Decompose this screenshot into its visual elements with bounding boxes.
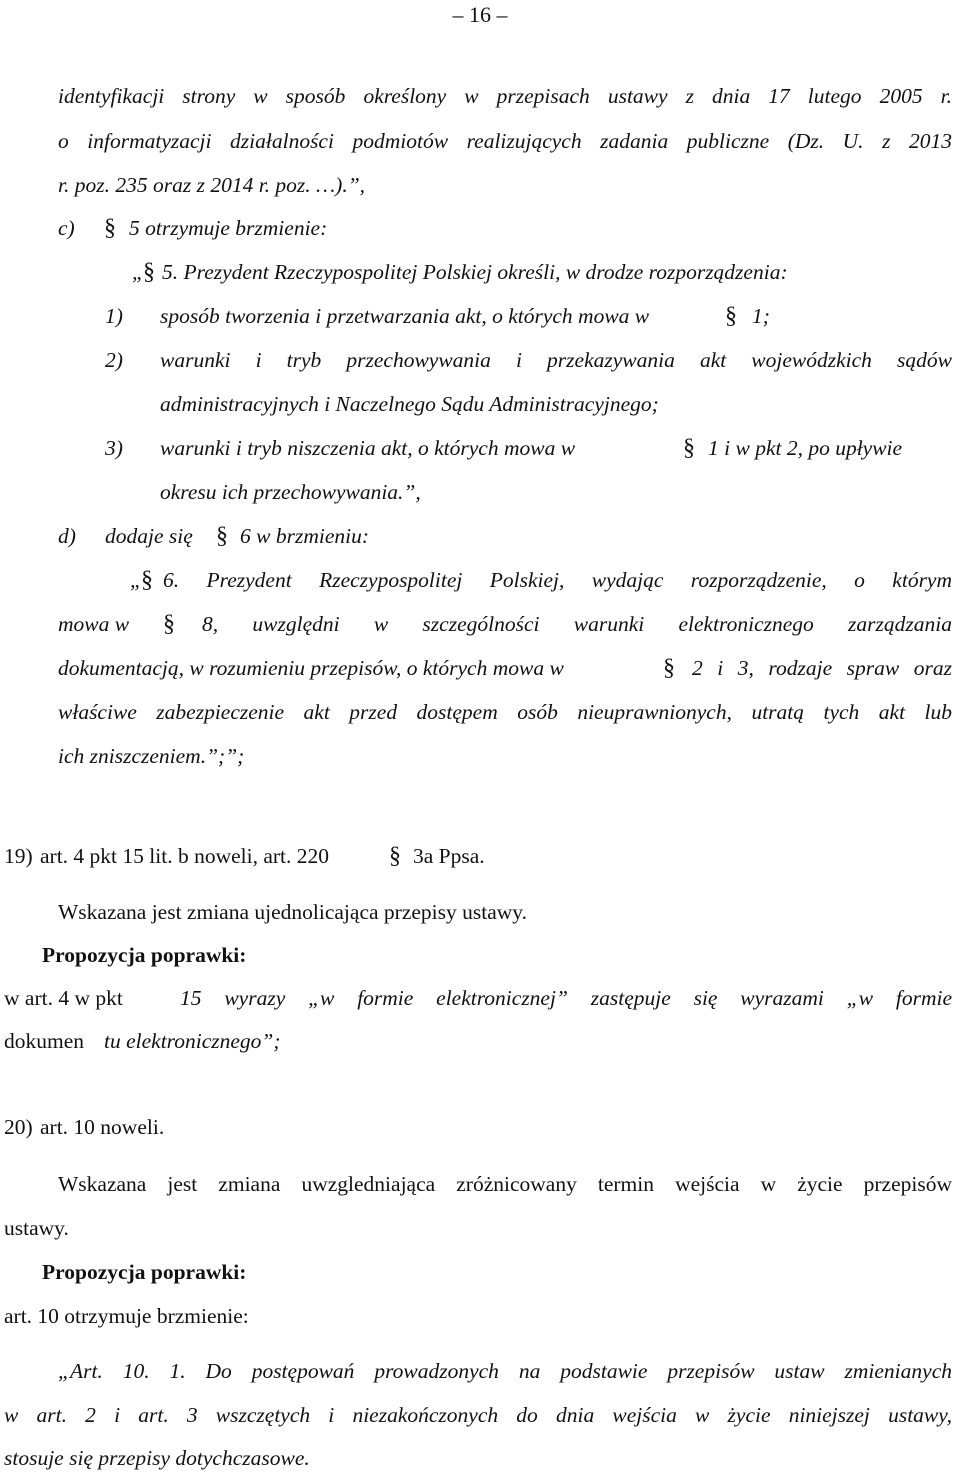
section-sign-icon: § [143, 259, 155, 285]
proposal-heading: Propozycja poprawki: [42, 1260, 247, 1284]
text-line: okresu ich przechowywania.”, [160, 480, 421, 504]
text-line: Wskazana jest zmiana ujednolicająca przepisy ustawy. [58, 900, 528, 924]
text-line: Wskazana jest zmiana uwzgledniająca zróżnicowany termin wejścia w życie przepisów [58, 1172, 952, 1196]
text-line: dokumen [4, 1029, 85, 1053]
section-sign-icon: § [104, 215, 116, 241]
text-line: w art. 4 w pkt [4, 986, 123, 1010]
text-line: w art. 2 i art. 3 wszczętych i niezakończonych do dnia wejścia w życie niniejszej ustawy, [4, 1403, 952, 1427]
text-line: art. 4 pkt 15 lit. b noweli, art. 220 [40, 844, 330, 868]
text-line: dodaje się [105, 524, 193, 548]
text-line: „Art. 10. 1. Do postępowań prowadzonych na podstawie przepisów ustaw zmienianych [58, 1359, 952, 1383]
text-line: art. 10 otrzymuje brzmienie: [4, 1304, 249, 1328]
text-line: r. poz. 235 oraz z 2014 r. poz. …).”, [58, 173, 366, 197]
list-marker: d) [58, 524, 76, 548]
list-marker: 2) [105, 348, 123, 372]
item-number: 20) [4, 1115, 33, 1139]
text-line: tu elektronicznego”; [104, 1029, 281, 1053]
text-line: mowa w [58, 612, 130, 636]
section-sign-icon: § [389, 843, 401, 869]
text-line: warunki i tryb niszczenia akt, o których mowa w [160, 436, 576, 460]
section-sign-icon: § [663, 655, 675, 681]
text-line: 2 i 3, rodzaje spraw oraz [692, 656, 952, 680]
text-line: stosuje się przepisy dotychczasowe. [4, 1446, 310, 1470]
text-line: 8, uwzględni w szczególności warunki elektronicznego zarządzania [202, 612, 952, 636]
text-line: dokumentacją, w rozumieniu przepisów, o których mowa w [58, 656, 564, 680]
quote-mark: „ [132, 260, 144, 284]
text-line: 5. Prezydent Rzeczypospolitej Polskiej określi, w drodze rozporządzenia: [162, 260, 788, 284]
quote-mark: „ [130, 568, 142, 592]
text-line: 5 otrzymuje brzmienie: [129, 216, 328, 240]
item-number: 19) [4, 844, 33, 868]
text-line: 1 i w pkt 2, po upływie [708, 436, 903, 460]
section-sign-icon: § [725, 303, 737, 329]
text-line: warunki i tryb przechowywania i przekazywania akt wojewódzkich sądów [160, 348, 952, 372]
text-line: o informatyzacji działalności podmiotów realizujących zadania publiczne (Dz. U. z 2013 [58, 129, 952, 153]
text-line: 6 w brzmieniu: [240, 524, 369, 548]
text-line: identyfikacji strony w sposób określony w przepisach ustawy z dnia 17 lutego 2005 r. [58, 84, 952, 108]
text-line: 15 wyrazy „w formie elektronicznej” zastępuje się wyrazami „w formie [180, 986, 952, 1010]
text-line: sposób tworzenia i przetwarzania akt, o których mowa w [160, 304, 650, 328]
section-sign-icon: § [683, 435, 695, 461]
text-line: właściwe zabezpieczenie akt przed dostępem osób nieuprawnionych, utratą tych akt lub [58, 700, 952, 724]
page-number: – 16 – [452, 2, 508, 27]
proposal-heading: Propozycja poprawki: [42, 943, 247, 967]
list-marker: 3) [105, 436, 123, 460]
list-marker: c) [58, 216, 75, 240]
section-sign-icon: § [163, 611, 175, 637]
text-line: art. 10 noweli. [40, 1115, 165, 1139]
text-line: ich zniszczeniem.”;”; [58, 744, 245, 768]
text-line: administracyjnych i Naczelnego Sądu Administracyjnego; [160, 392, 659, 416]
text-line: 1; [752, 304, 770, 328]
text-line: 3a Ppsa. [413, 844, 485, 868]
section-sign-icon: § [216, 523, 228, 549]
text-line: 6. Prezydent Rzeczypospolitej Polskiej, wydając rozporządzenie, o którym [163, 568, 952, 592]
list-marker: 1) [105, 304, 123, 328]
section-sign-icon: § [141, 567, 153, 593]
text-line: ustawy. [4, 1216, 69, 1240]
